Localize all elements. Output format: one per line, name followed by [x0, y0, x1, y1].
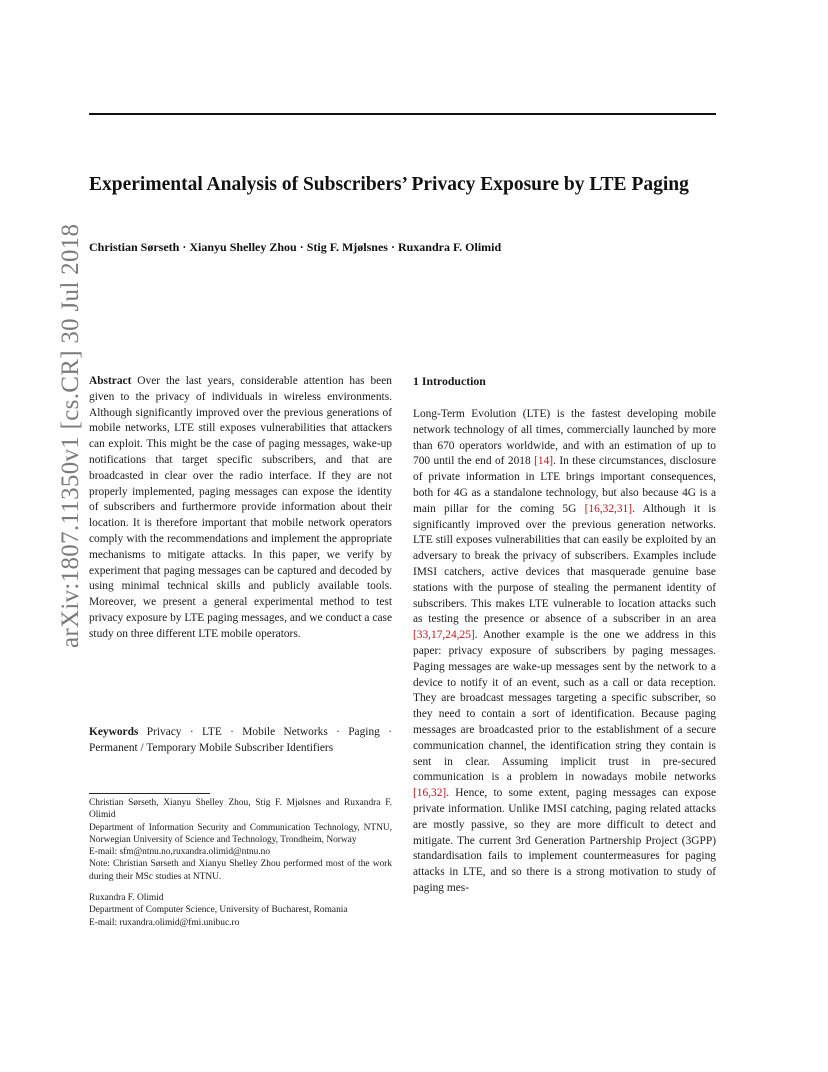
paper-title: Experimental Analysis of Subscribers’ Privacy Exposure by LTE Paging [89, 174, 689, 195]
intro-text-2: . In these circumstances, disclosure of private information in LTE brings important consequences, both for 4G as a standalone technology, but also because 4G is a main pillar for the coming 5G [413, 455, 716, 515]
citation-link[interactable]: [16,32,31] [584, 502, 633, 515]
introduction-body [413, 407, 716, 897]
citation-link[interactable]: [33,17,24,25] [413, 629, 475, 642]
keywords [89, 725, 392, 757]
abstract-heading: Abstract [89, 375, 132, 387]
footnotes [89, 797, 392, 929]
footnote-rule [89, 793, 210, 794]
footnote-bucharest-affiliation: Department of Computer Science, University of Bucharest, Romania [89, 905, 348, 916]
header-rule [89, 113, 716, 115]
author-list: Christian Sørseth · Xianyu Shelley Zhou · Stig F. Mjølsnes · Ruxandra F. Olimid [89, 240, 502, 254]
citation-link[interactable]: [16,32] [413, 787, 447, 800]
abstract [89, 374, 392, 643]
footnote-note: Note: Christian Sørseth and Xianyu Shelley Zhou performed most of the work during their MSc studies at NTNU. [89, 859, 392, 882]
footnote-gap [89, 883, 392, 892]
keywords-text: Privacy · LTE · Mobile Networks · Paging · Permanent / Temporary Mobile Subscriber Identifiers [89, 726, 392, 754]
footnote-ntnu-email: E-mail: sfm@ntnu.no,ruxandra.olimid@ntnu.no [89, 847, 271, 858]
intro-text-1: Long-Term Evolution (LTE) is the fastest developing mobile network technology of all times, commercially launched by more than 670 operators worldwide, and with an estimation of up to 700 until the end of 2018 [413, 408, 716, 468]
intro-text-4: . Another example is the one we address in this paper: privacy exposure of subscribers by paging messages. Paging messages are wake-up messages sent by the network to a device to notify it of an event, such as a call or data reception. They are broadcast messages targeting a specific subscriber, so they need to contain a sort of identification. Because paging messages are broadcasted prior to the establishment of a secure communication channel, the identification string they contain is sent in clear. Assuming implicit trust in pre-secured communication is a problem in nowadays mobile networks [413, 629, 716, 784]
footnote-ntnu-affiliation: Department of Information Security and Communication Technology, NTNU, Norwegian University of Science and Technology, Trondheim, Norway [89, 822, 392, 845]
keywords-heading: Keywords [89, 726, 139, 738]
footnote-olimid-name: Ruxandra F. Olimid [89, 893, 164, 904]
intro-text-3: . Although it is significantly improved over the previous generation networks. LTE still exposes vulnerabilities that can easily be exploited by an adversary to break the privacy of subscribers. Examples include IMSI catchers, active devices that masquerade genuine base stations with the purpose of stealing the permanent identity of subscribers. This makes LTE vulnerable to location attacks such as testing the presence or absence of a subscriber in an area [413, 502, 716, 626]
intro-text-5: . Hence, to some extent, paging messages can expose private information. Unlike IMSI catching, paging related attacks are mostly passive, so they are more difficult to detect and mitigate. The current 3rd Generation Partnership Project (3GPP) standardisation fails to implement countermeasures for paging attacks in LTE, and so there is a strong motivation to study of paging mes- [413, 787, 716, 894]
section-heading-introduction: 1 Introduction [413, 374, 486, 388]
footnote-authors: Christian Sørseth, Xianyu Shelley Zhou, Stig F. Mjølsnes and Ruxandra F. Olimid [89, 798, 392, 821]
footnote-bucharest-email: E-mail: ruxandra.olimid@fmi.unibuc.ro [89, 917, 240, 928]
abstract-text: Over the last years, considerable attention has been given to the privacy of individuals in wireless environments. Although significantly improved over the previous generations of mobile networks, LTE still exposes vulnerabilities that attackers can exploit. This might be the case of paging messages, wake-up notifications that target specific subscribers, and that are broadcasted in clear over the radio interface. If they are not properly implemented, paging messages can expose the identity of subscribers and furthermore provide information about their location. It is therefore important that mobile network operators comply with the recommendations and implement the appropriate mechanisms to mitigate attacks. In this paper, we verify by experiment that paging messages can be captured and decoded by using minimal technical skills and publicly available tools. Moreover, we present a general experimental method to test privacy exposure by LTE paging messages, and we conduct a case study on three different LTE mobile operators. [89, 375, 392, 640]
citation-link[interactable]: [14] [534, 455, 554, 468]
arxiv-watermark: arXiv:1807.11350v1 [cs.CR] 30 Jul 2018 [57, 223, 84, 648]
